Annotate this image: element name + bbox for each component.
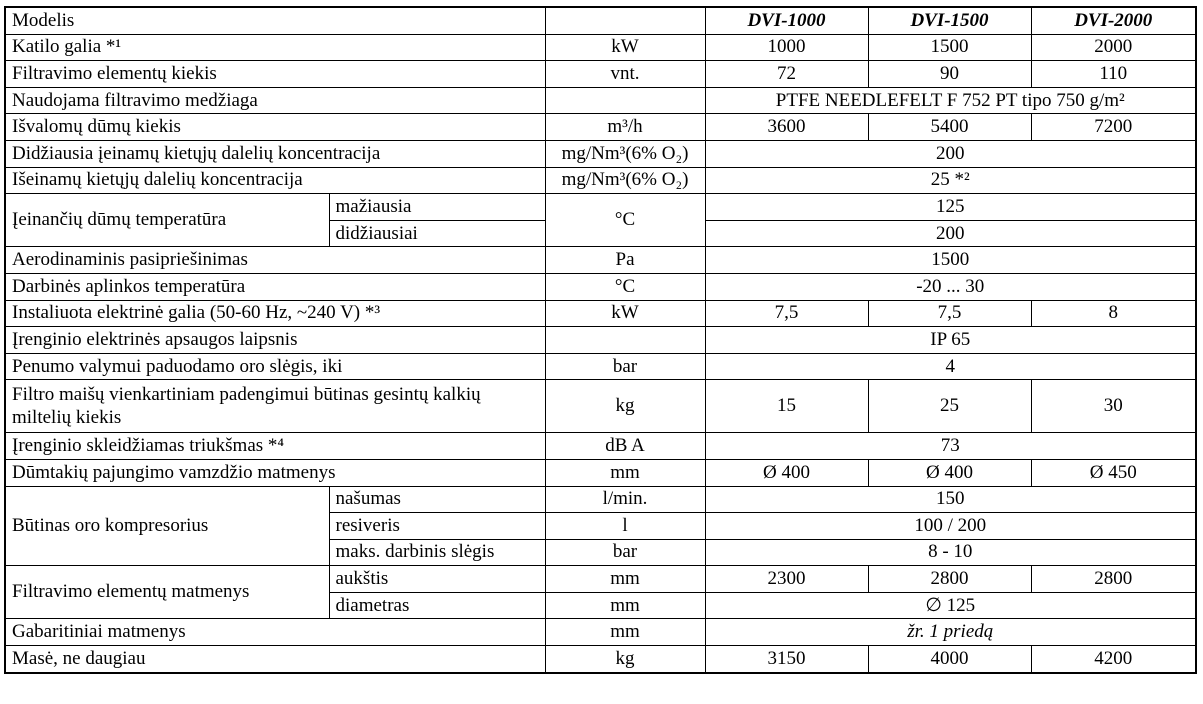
- table-row: [5, 433, 1196, 460]
- row-label: Dūmtakių pajungimo vamzdžio matmenys: [5, 459, 545, 486]
- row-merged-value: 4: [705, 353, 1196, 380]
- table-row: [5, 380, 1196, 433]
- row-merged-value: ∅ 125: [705, 592, 1196, 619]
- row-unit: bar: [545, 539, 705, 566]
- row-sublabel: maks. darbinis slėgis: [329, 539, 545, 566]
- table-row: [5, 459, 1196, 486]
- row-value: 4000: [868, 646, 1031, 673]
- row-value: 5400: [868, 114, 1031, 141]
- header-row: [5, 7, 1196, 34]
- row-value: 4200: [1031, 646, 1196, 673]
- row-value: 3150: [705, 646, 868, 673]
- row-merged-value: 73: [705, 433, 1196, 460]
- row-unit: bar: [545, 353, 705, 380]
- row-sublabel: našumas: [329, 486, 545, 513]
- row-sublabel: mažiausia: [329, 194, 545, 221]
- row-unit: dB A: [545, 433, 705, 460]
- table-row: [5, 34, 1196, 61]
- row-label: Aerodinaminis pasipriešinimas: [5, 247, 545, 274]
- row-value: 15: [705, 380, 868, 433]
- row-label: Instaliuota elektrinė galia (50-60 Hz, ~240 V) *³: [5, 300, 545, 327]
- row-label: Filtravimo elementų kiekis: [5, 61, 545, 88]
- row-unit: kg: [545, 380, 705, 433]
- row-value: Ø 400: [705, 459, 868, 486]
- row-unit: mm: [545, 592, 705, 619]
- header-unit: [545, 7, 705, 34]
- row-unit: vnt.: [545, 61, 705, 88]
- row-value: 25: [868, 380, 1031, 433]
- row-label: Filtravimo elementų matmenys: [5, 566, 329, 619]
- row-sublabel: resiveris: [329, 513, 545, 540]
- row-unit: kW: [545, 300, 705, 327]
- row-label: Gabaritiniai matmenys: [5, 619, 545, 646]
- header-model-3: DVI-2000: [1031, 7, 1196, 34]
- row-unit: kg: [545, 646, 705, 673]
- row-merged-value: 8 - 10: [705, 539, 1196, 566]
- row-value: 7,5: [705, 300, 868, 327]
- row-value: 7,5: [868, 300, 1031, 327]
- row-value: 110: [1031, 61, 1196, 88]
- row-value: 72: [705, 61, 868, 88]
- row-merged-value: 100 / 200: [705, 513, 1196, 540]
- table-row: [5, 140, 1196, 167]
- row-value: 2300: [705, 566, 868, 593]
- row-value: Ø 400: [868, 459, 1031, 486]
- table-row: [5, 353, 1196, 380]
- row-value: Ø 450: [1031, 459, 1196, 486]
- row-unit: mm: [545, 619, 705, 646]
- row-value: 90: [868, 61, 1031, 88]
- row-unit: m³/h: [545, 114, 705, 141]
- row-merged-value: 25 *²: [705, 167, 1196, 194]
- table-row: [5, 566, 1196, 593]
- row-merged-value: PTFE NEEDLEFELT F 752 PT tipo 750 g/m²: [705, 87, 1196, 114]
- row-unit: mm: [545, 566, 705, 593]
- table-row: [5, 619, 1196, 646]
- row-unit: kW: [545, 34, 705, 61]
- row-label: Įrenginio skleidžiamas triukšmas *⁴: [5, 433, 545, 460]
- row-value: 1500: [868, 34, 1031, 61]
- table-row: [5, 87, 1196, 114]
- row-label: Penumo valymui paduodamo oro slėgis, iki: [5, 353, 545, 380]
- row-merged-value: IP 65: [705, 327, 1196, 354]
- row-merged-value: 200: [705, 220, 1196, 247]
- row-label: Įeinančių dūmų temperatūra: [5, 194, 329, 247]
- row-label: Darbinės aplinkos temperatūra: [5, 273, 545, 300]
- row-unit: °C: [545, 194, 705, 247]
- row-sublabel: didžiausiai: [329, 220, 545, 247]
- spec-table: [4, 6, 1197, 674]
- row-label: Išvalomų dūmų kiekis: [5, 114, 545, 141]
- row-value: 2800: [1031, 566, 1196, 593]
- row-merged-value: 200: [705, 140, 1196, 167]
- table-row: [5, 646, 1196, 673]
- header-model-2: DVI-1500: [868, 7, 1031, 34]
- row-sublabel: diametras: [329, 592, 545, 619]
- table-row: [5, 61, 1196, 88]
- row-value: 1000: [705, 34, 868, 61]
- table-row: [5, 273, 1196, 300]
- row-unit: [545, 327, 705, 354]
- header-label: Modelis: [5, 7, 545, 34]
- row-label: Didžiausia įeinamų kietųjų dalelių koncentracija: [5, 140, 545, 167]
- row-value: 2000: [1031, 34, 1196, 61]
- row-unit: l/min.: [545, 486, 705, 513]
- table-row: [5, 327, 1196, 354]
- header-model-1: DVI-1000: [705, 7, 868, 34]
- row-value: 8: [1031, 300, 1196, 327]
- row-unit: mg/Nm³(6% O₂): [545, 167, 705, 194]
- row-merged-value: -20 ... 30: [705, 273, 1196, 300]
- row-label: Būtinas oro kompresorius: [5, 486, 329, 566]
- row-value: 7200: [1031, 114, 1196, 141]
- row-value: 30: [1031, 380, 1196, 433]
- row-label: Išeinamų kietųjų dalelių koncentracija: [5, 167, 545, 194]
- row-unit: l: [545, 513, 705, 540]
- row-merged-value: žr. 1 priedą: [705, 619, 1196, 646]
- row-unit: °C: [545, 273, 705, 300]
- table-row: [5, 167, 1196, 194]
- table-row: [5, 194, 1196, 221]
- row-label: Masė, ne daugiau: [5, 646, 545, 673]
- row-unit: mm: [545, 459, 705, 486]
- table-row: [5, 486, 1196, 513]
- table-row: [5, 114, 1196, 141]
- table-row: [5, 247, 1196, 274]
- row-value: 2800: [868, 566, 1031, 593]
- row-unit: [545, 87, 705, 114]
- row-label: Katilo galia *¹: [5, 34, 545, 61]
- row-unit: mg/Nm³(6% O₂): [545, 140, 705, 167]
- row-sublabel: aukštis: [329, 566, 545, 593]
- row-merged-value: 1500: [705, 247, 1196, 274]
- spec-table-container: [4, 6, 1195, 674]
- row-label: Įrenginio elektrinės apsaugos laipsnis: [5, 327, 545, 354]
- row-unit: Pa: [545, 247, 705, 274]
- row-merged-value: 150: [705, 486, 1196, 513]
- row-label: Filtro maišų vienkartiniam padengimui būtinas gesintų kalkių miltelių kiekis: [5, 380, 545, 433]
- table-row: [5, 300, 1196, 327]
- row-label: Naudojama filtravimo medžiaga: [5, 87, 545, 114]
- row-merged-value: 125: [705, 194, 1196, 221]
- row-value: 3600: [705, 114, 868, 141]
